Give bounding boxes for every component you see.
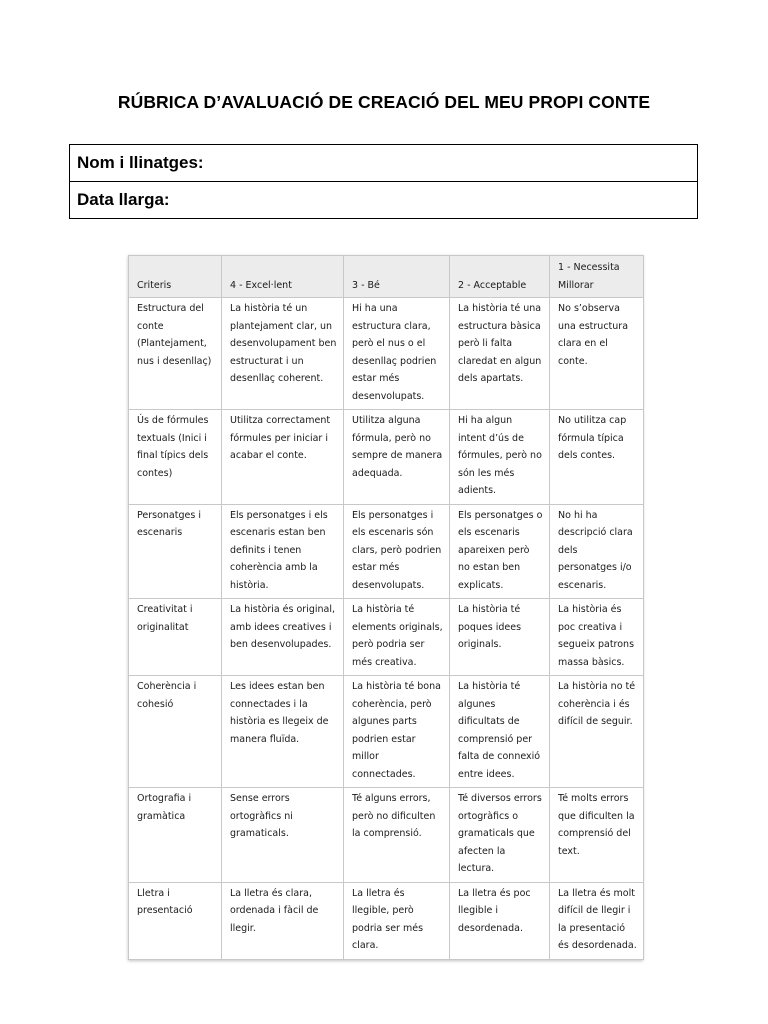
criterion-cell: Lletra i presentació — [129, 882, 222, 959]
rubric-header-row — [129, 256, 644, 298]
level-3-cell: Utilitza alguna fórmula, però no sempre de manera adequada. — [344, 410, 450, 505]
header-level-1: 1 - Necessita Millorar — [550, 256, 644, 298]
criterion-cell: Coherència i cohesió — [129, 676, 222, 788]
level-2-cell: Hi ha algun intent d’ús de fórmules, però no són les més adients. — [450, 410, 550, 505]
rubric-row — [129, 882, 644, 959]
criterion-cell: Personatges i escenaris — [129, 504, 222, 599]
criterion-cell: Ús de fórmules textuals (Inici i final típics dels contes) — [129, 410, 222, 505]
level-2-cell: La història té poques idees originals. — [450, 599, 550, 676]
level-4-cell: Sense errors ortogràfics ni gramaticals. — [222, 788, 344, 883]
rubric-body — [129, 298, 644, 960]
level-3-cell: La història té elements originals, però podria ser més creativa. — [344, 599, 450, 676]
level-4-cell: La lletra és clara, ordenada i fàcil de llegir. — [222, 882, 344, 959]
rubric-row — [129, 788, 644, 883]
level-4-cell: La història té un plantejament clar, un desenvolupament ben estructurat i un desenllaç coherent. — [222, 298, 344, 410]
student-info-box — [69, 144, 698, 219]
rubric-image — [128, 255, 643, 960]
level-2-cell: Els personatges o els escenaris apareixen però no estan ben explicats. — [450, 504, 550, 599]
header-criteria: Criteris — [129, 256, 222, 298]
level-1-cell: La història és poc creativa i segueix patrons massa bàsics. — [550, 599, 644, 676]
header-level-2: 2 - Acceptable — [450, 256, 550, 298]
level-1-cell: No utilitza cap fórmula típica dels contes. — [550, 410, 644, 505]
rubric-row — [129, 599, 644, 676]
level-1-cell: No hi ha descripció clara dels personatges i/o escenaris. — [550, 504, 644, 599]
header-level-3: 3 - Bé — [344, 256, 450, 298]
criterion-cell: Ortografia i gramàtica — [129, 788, 222, 883]
rubric-row — [129, 504, 644, 599]
document-title: RÚBRICA D’AVALUACIÓ DE CREACIÓ DEL MEU PROPI CONTE — [117, 92, 651, 112]
header-level-4: 4 - Excel·lent — [222, 256, 344, 298]
level-4-cell: Utilitza correctament fórmules per iniciar i acabar el conte. — [222, 410, 344, 505]
level-3-cell: La lletra és llegible, però podria ser més clara. — [344, 882, 450, 959]
level-2-cell: Té diversos errors ortogràfics o gramaticals que afecten la lectura. — [450, 788, 550, 883]
level-1-cell: Té molts errors que dificulten la comprensió del text. — [550, 788, 644, 883]
level-4-cell: Els personatges i els escenaris estan ben definits i tenen coherència amb la història. — [222, 504, 344, 599]
level-4-cell: Les idees estan ben connectades i la història es llegeix de manera fluïda. — [222, 676, 344, 788]
level-3-cell: Té alguns errors, però no dificulten la comprensió. — [344, 788, 450, 883]
rubric-row — [129, 676, 644, 788]
level-2-cell: La lletra és poc llegible i desordenada. — [450, 882, 550, 959]
level-1-cell: La història no té coherència i és difícil de seguir. — [550, 676, 644, 788]
level-3-cell: Hi ha una estructura clara, però el nus o el desenllaç podrien estar més desenvolupats. — [344, 298, 450, 410]
rubric-table — [128, 255, 644, 960]
rubric-row — [129, 410, 644, 505]
name-field[interactable]: Nom i llinatges: — [70, 145, 697, 182]
level-3-cell: La història té bona coherència, però algunes parts podrien estar millor connectades. — [344, 676, 450, 788]
level-2-cell: La història té algunes dificultats de comprensió per falta de connexió entre idees. — [450, 676, 550, 788]
level-2-cell: La història té una estructura bàsica però li falta claredat en algun dels apartats. — [450, 298, 550, 410]
level-4-cell: La història és original, amb idees creatives i ben desenvolupades. — [222, 599, 344, 676]
level-3-cell: Els personatges i els escenaris són clars, però podrien estar més desenvolupats. — [344, 504, 450, 599]
criterion-cell: Creativitat i originalitat — [129, 599, 222, 676]
level-1-cell: No s’observa una estructura clara en el conte. — [550, 298, 644, 410]
level-1-cell: La lletra és molt difícil de llegir i la presentació és desordenada. — [550, 882, 644, 959]
rubric-row — [129, 298, 644, 410]
date-field[interactable]: Data llarga: — [77, 190, 170, 209]
criterion-cell: Estructura del conte (Plantejament, nus i desenllaç) — [129, 298, 222, 410]
